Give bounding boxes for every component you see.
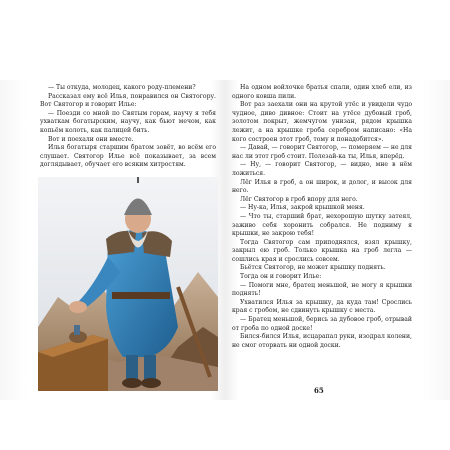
illustration-graphic: [38, 177, 218, 391]
right-paragraph-8: — Что ты, старший брат, нехорошую шутку затеял, заживо себя хоронить собрался. Не подниму я крышки, не закрою тебя!: [232, 212, 412, 238]
right-paragraph-7: — Ну-ка, Илья, закрой крышкой меня.: [240, 204, 365, 212]
right-paragraph-3: — Давай, — говорит Святогор, — померяем — не для нас ли этот гроб стоит. Полезай-ка ты, Илья, вперёд.: [232, 144, 412, 160]
right-paragraph-4: — Ну, — говорит Святогор, — видно, мне в нём ложиться.: [232, 161, 412, 177]
page-number: 65: [314, 386, 324, 395]
right-paragraph-12: — Помоги мне, братец меньшой, не могу я крышки поднять!: [232, 281, 412, 298]
left-paragraph-1: — Ты откуда, молодец, какого роду-племени?: [48, 84, 196, 91]
right-paragraph-9: Тогда Святогор сам приподнялся, взял крышку, закрыл ею гроб. Только крышка на гроб легла — сошлись края и срослись совсем.: [232, 238, 412, 263]
leg-right: [144, 355, 156, 381]
belt: [112, 292, 170, 299]
left-paragraph-5: Илья богатыря старшим братом зовёт, во всём его слушает. Святогор Илье всё показывает, за всем доглядывает, обучает его всяким хитростям.: [40, 144, 216, 169]
boot-right: [141, 378, 161, 388]
rider: [74, 325, 80, 335]
right-paragraph-14: — Братец меньшой, берись за дубовое гроб, отрывай от гроба по одной доске!: [232, 316, 412, 332]
right-paragraph-1: На одном войлочке братья спали, один хлеб ели, из одного ковша пили.: [232, 84, 412, 100]
right-paragraph-10: Бьётся Святогор, не может крышку поднять.: [240, 264, 386, 272]
left-page-text: [40, 84, 216, 170]
right-paragraph-6: Лёг Святогор в гроб впору для него.: [240, 195, 358, 203]
boot-left: [122, 378, 142, 388]
giant-hand: [69, 301, 87, 313]
left-paragraph-4: Вот и поехали они вместе.: [48, 135, 134, 143]
left-paragraph-3: — Поезди со мной по Святым горам, научу я тебя ухваткам богатырским, научу, как бьют мечом, как копьём колоть, как палицей бить.: [40, 109, 216, 134]
left-paragraph-2: Рассказал ему всё Илья, понравился он Святогору. Вот Святогор и говорит Илье:: [40, 92, 216, 109]
right-paragraph-15: Бился-бился Илья, исцарапал руки, изодрал колени, не смог оторвать ни одной доски.: [232, 333, 412, 349]
right-paragraph-13: Ухватился Илья за крышку, да куда там! Срослись края с гробом, не сдвинуть крышку с места.: [232, 298, 412, 315]
giant-warrior-illustration: [38, 177, 218, 391]
right-paragraph-2: Вот раз заехали они на крутой утёс и увидели чудо чудное, диво дивное: Стоит на утёсе дубовый гроб, золотом покрыт, жемчугом унизан, рядом крышка лежит, а на крышке гробa серебром написано: «На кого сострoен этот гроб, тому и понадобится».: [232, 101, 412, 143]
leg-left: [126, 355, 138, 381]
right-page-text: [232, 84, 412, 350]
right-paragraph-11: Тогда он и говорит Илье:: [240, 273, 322, 281]
right-paragraph-5: Лёг Илья в гроб, а он широк, и долог, и высок для него.: [232, 178, 412, 195]
